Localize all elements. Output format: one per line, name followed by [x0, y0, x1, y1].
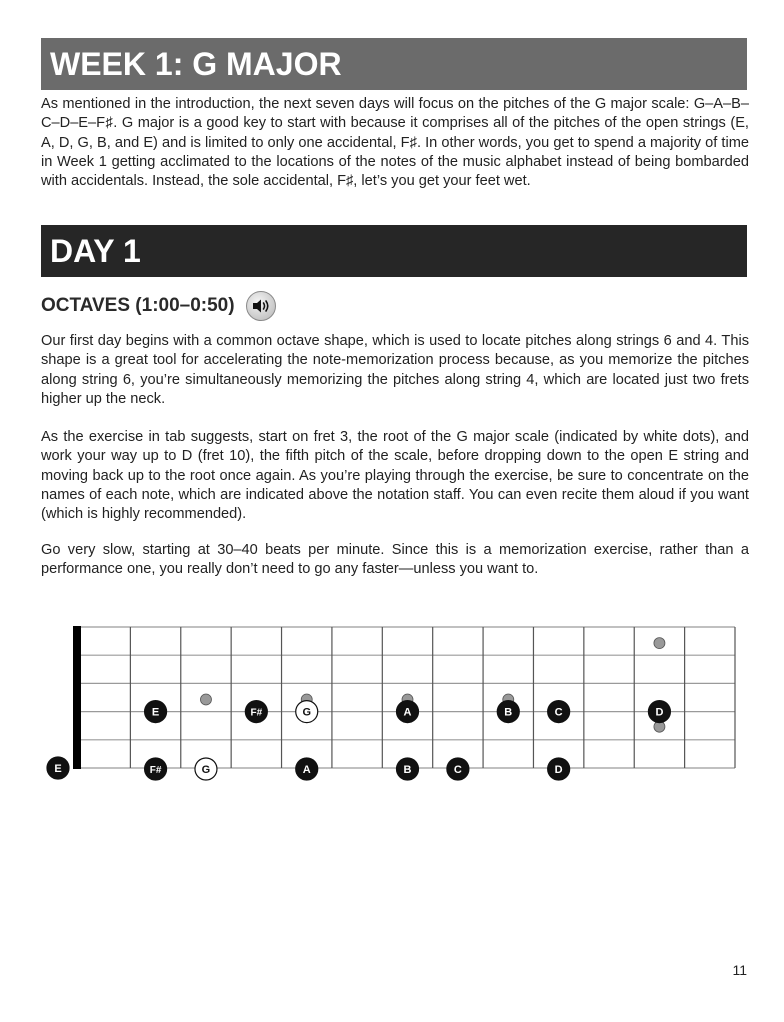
- note-label: C: [453, 764, 462, 776]
- open-string-note: [47, 757, 69, 779]
- body-paragraph-3: Go very slow, starting at 30–40 beats per minute. Since this is a memorization exercise, rather than a performance one, you really don’t need to go any faster—unless you want to.: [41, 542, 749, 578]
- note-label: B: [504, 706, 513, 719]
- body-paragraph-1: Our first day begins with a common octave shape, which is used to locate pitches along strings 6 and 4. This shape is a great tool for accelerating the note-memorization process because, as you memorize the pitches along string 6, you’re simultaneously memorizing the pitches along string 4, which are located just two frets higher up the neck.: [41, 333, 749, 407]
- note-label: G: [201, 764, 211, 776]
- note-label: F#: [250, 707, 263, 719]
- scale-note: [145, 758, 167, 780]
- fretboard-diagram: [0, 600, 784, 800]
- scale-note: [447, 758, 469, 780]
- root-note: [195, 758, 217, 780]
- nut: [73, 626, 81, 769]
- body-paragraph-2: As the exercise in tab suggests, start on fret 3, the root of the G major scale (indicated by white dots), and work your way up to D (fret 10), the fifth pitch of the scale, before dropping down to the open E string and moving back up to the root once again. As you’re playing through the exercise, be sure to concentrate on the names of each note, which are indicated above the notation staff. You can even recite them aloud if you want (which is highly recommended).: [41, 429, 749, 523]
- note-label: B: [403, 764, 412, 776]
- note-label: D: [655, 706, 664, 719]
- page-number: 11: [732, 962, 747, 978]
- speaker-icon: [251, 298, 271, 314]
- scale-note: [397, 701, 419, 723]
- scale-note: [296, 758, 318, 780]
- scale-note: [648, 701, 670, 723]
- fret-marker: [200, 694, 211, 705]
- note-label: C: [554, 706, 563, 719]
- note-label: A: [302, 764, 311, 776]
- scale-note: [145, 701, 167, 723]
- week-header: WEEK 1: G MAJOR: [41, 38, 747, 90]
- note-label: E: [151, 706, 160, 719]
- section-title: OCTAVES (1:00–0:50): [41, 295, 235, 316]
- note-label: G: [302, 706, 312, 719]
- note-label: F#: [149, 765, 162, 776]
- audio-play-button[interactable]: [246, 291, 276, 321]
- scale-note: [245, 701, 267, 723]
- root-note: [296, 701, 318, 723]
- scale-note: [497, 701, 519, 723]
- fret-marker: [654, 638, 665, 649]
- note-label: E: [54, 763, 62, 775]
- note-label: A: [403, 706, 412, 719]
- scale-note: [548, 701, 570, 723]
- day-header: DAY 1: [41, 225, 747, 277]
- scale-note: [548, 758, 570, 780]
- note-label: D: [554, 764, 563, 776]
- scale-note: [397, 758, 419, 780]
- intro-paragraph: As mentioned in the introduction, the next seven days will focus on the pitches of the G major scale: G–A–B–C–D–E–F♯. G major is a good key to start with because it comprises all of the pitches of the open strings (E, A, D, G, B, and E) and is limited to only one accidental, F♯. In other words, you get to spend a majority of time in Week 1 getting acclimated to the locations of the notes of the music alphabet instead of being bombarded with accidentals. Instead, the sole accidental, F♯, let’s you get your feet wet.: [41, 96, 749, 190]
- section-heading: [41, 290, 276, 322]
